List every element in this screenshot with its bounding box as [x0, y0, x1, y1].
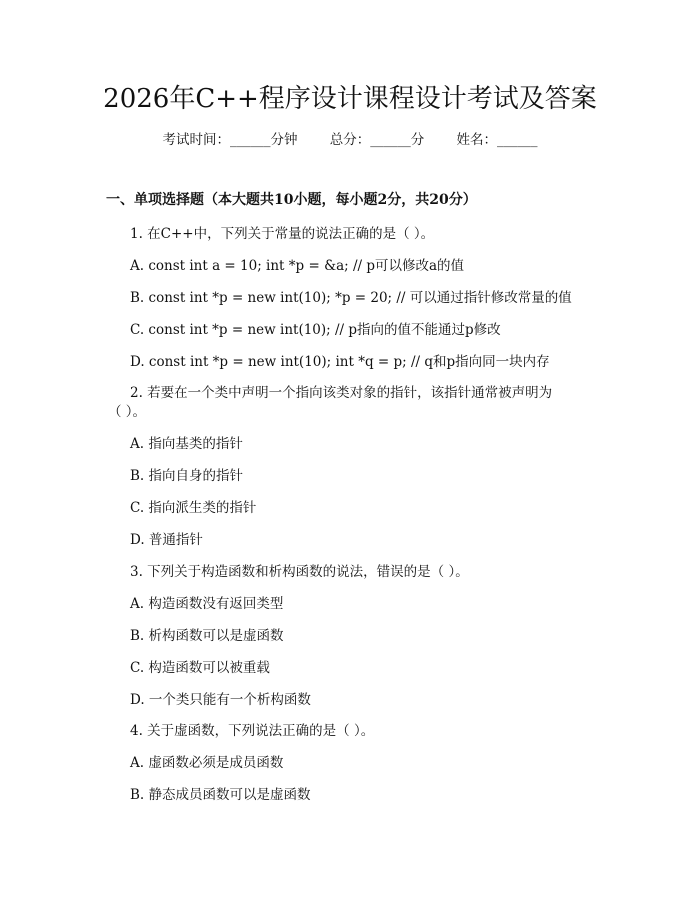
question-2-option-c: C. 指向派生类的指针: [130, 500, 257, 516]
question-2-stem: 2. 若要在一个类中声明一个指向该类对象的指针，该指针通常被声明为: [130, 385, 553, 401]
total-score-field: 总分：______分: [329, 132, 425, 148]
question-1-option-c: C. const int *p = new int(10); // p指向的值不能通过p修改: [130, 322, 501, 338]
exam-info-line: [0, 130, 700, 150]
question-4-option-a: A. 虚函数必须是成员函数: [130, 755, 284, 771]
question-4-option-b: B. 静态成员函数可以是虚函数: [130, 787, 311, 803]
question-2-option-a: A. 指向基类的指针: [130, 436, 243, 452]
question-2-option-d: D. 普通指针: [130, 532, 203, 548]
question-2-option-b: B. 指向自身的指针: [130, 468, 244, 484]
question-3-option-d: D. 一个类只能有一个析构函数: [130, 692, 311, 708]
question-1-option-d: D. const int *p = new int(10); int *q = p; // q和p指向同一块内存: [130, 354, 550, 370]
question-1-option-b: B. const int *p = new int(10); *p = 20; // 可以通过指针修改常量的值: [130, 290, 572, 306]
student-name-field: 姓名：______: [456, 132, 538, 148]
page-title: 2026年C++程序设计课程设计考试及答案: [103, 84, 597, 114]
question-3-option-a: A. 构造函数没有返回类型: [130, 596, 284, 612]
question-4-stem: 4. 关于虚函数，下列说法正确的是（ ）。: [130, 723, 375, 739]
question-2-stem-continued: （ ）。: [108, 404, 147, 420]
question-1-option-a: A. const int a = 10; int *p = &a; // p可以修改a的值: [130, 258, 465, 274]
exam-time-field: 考试时间：______分钟: [162, 132, 298, 148]
question-3-option-b: B. 析构函数可以是虚函数: [130, 628, 284, 644]
question-3-option-c: C. 构造函数可以被重载: [130, 660, 270, 676]
question-1-stem: 1. 在C++中，下列关于常量的说法正确的是（ ）。: [130, 226, 435, 242]
question-3-stem: 3. 下列关于构造函数和析构函数的说法，错误的是（ ）。: [130, 564, 469, 580]
section-heading: 一、单项选择题（本大题共10小题，每小题2分，共20分）: [106, 192, 477, 208]
